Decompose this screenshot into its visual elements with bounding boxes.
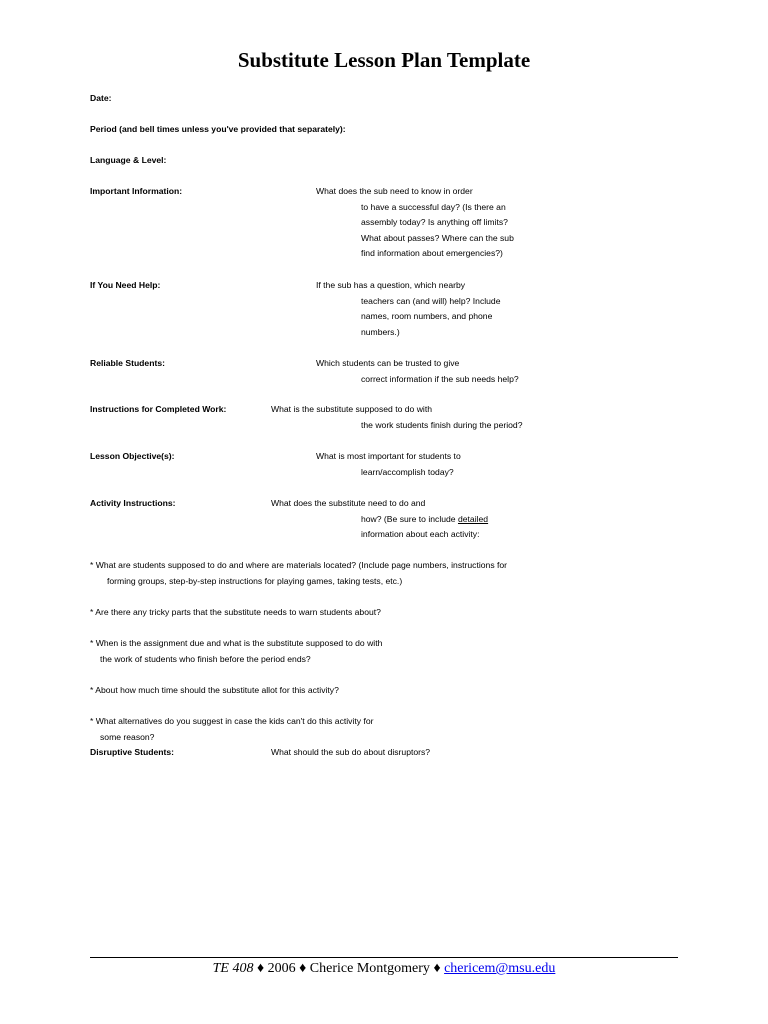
bullet-line: forming groups, step-by-step instructions for playing games, taking tests, etc.)	[107, 575, 403, 586]
bullet-item	[90, 714, 373, 745]
description-line: assembly today? Is anything off limits?	[361, 217, 508, 228]
bullet-item	[90, 605, 381, 621]
important-information-label: Important Information:	[90, 186, 183, 196]
description-line: What does the sub need to know in order	[316, 186, 473, 196]
description-line: to have a successful day? (Is there an	[361, 201, 506, 212]
description-line: find information about emergencies?)	[361, 248, 503, 259]
completed-work-label: Instructions for Completed Work:	[90, 404, 227, 414]
description-line	[271, 512, 488, 528]
bullet-line: * What are students supposed to do and where are materials located? (Include page numbers, instructions for	[90, 560, 508, 570]
description-line: What is most important for students to	[316, 451, 461, 461]
activity-instructions-label: Activity Instructions:	[90, 498, 176, 508]
footer-year: 2006	[267, 961, 296, 976]
bullet-line: * When is the assignment due and what is the substitute supposed to do with	[90, 638, 383, 648]
footer-course: TE 408	[212, 961, 254, 976]
description-line: What does the substitute need to do and	[271, 498, 426, 508]
reliable-students-label: Reliable Students:	[90, 358, 165, 368]
description-line: names, room numbers, and phone	[361, 311, 493, 322]
footer-separator: ♦	[253, 961, 268, 976]
description-line: What is the substitute supposed to do with	[271, 404, 432, 414]
description-line: Which students can be trusted to give	[316, 358, 460, 368]
description-line: correct information if the sub needs help?	[361, 373, 519, 384]
reliable-students-description	[316, 356, 519, 387]
bullet-line: * What alternatives do you suggest in case the kids can't do this activity for	[90, 716, 374, 726]
lesson-objectives-description	[316, 449, 461, 480]
footer-author: Cherice Montgomery	[309, 961, 430, 976]
footer-divider	[90, 957, 678, 958]
emphasized-text: detailed	[457, 513, 489, 524]
language-level-label: Language & Level:	[90, 155, 167, 165]
description-line: If the sub has a question, which nearby	[316, 280, 466, 290]
description-line: information about each activity:	[361, 529, 480, 540]
page-title: Substitute Lesson Plan Template	[237, 48, 531, 72]
bullet-item	[90, 558, 507, 589]
email-link[interactable]: chericem@msu.edu	[444, 961, 556, 976]
footer-separator: ♦	[429, 961, 445, 976]
bullet-item	[90, 636, 382, 667]
disruptive-students-description: What should the sub do about disruptors?	[271, 747, 431, 757]
activity-instructions-description	[271, 496, 488, 543]
description-text: how? (Be sure to include	[361, 513, 458, 524]
description-line: numbers.)	[361, 326, 400, 337]
description-line: learn/accomplish today?	[361, 466, 454, 477]
important-information-description	[316, 184, 514, 262]
need-help-label: If You Need Help:	[90, 280, 161, 290]
bullet-line: * Are there any tricky parts that the substitute needs to warn students about?	[90, 607, 381, 617]
description-line: teachers can (and will) help? Include	[361, 295, 501, 306]
description-line: What about passes? Where can the sub	[361, 232, 514, 243]
bullet-item	[90, 683, 339, 699]
footer-separator: ♦	[295, 961, 310, 976]
period-label: Period (and bell times unless you've provided that separately):	[90, 124, 346, 134]
completed-work-description	[271, 402, 522, 433]
bullet-line: some reason?	[100, 731, 155, 742]
bullet-line: the work of students who finish before the period ends?	[100, 653, 311, 664]
bullet-line: * About how much time should the substitute allot for this activity?	[90, 685, 339, 695]
lesson-objectives-label: Lesson Objective(s):	[90, 451, 175, 461]
disruptive-students-label: Disruptive Students:	[90, 747, 175, 757]
page-footer	[0, 959, 768, 979]
description-line: the work students finish during the period?	[361, 419, 523, 430]
need-help-description	[316, 278, 501, 340]
date-label: Date:	[90, 93, 112, 103]
